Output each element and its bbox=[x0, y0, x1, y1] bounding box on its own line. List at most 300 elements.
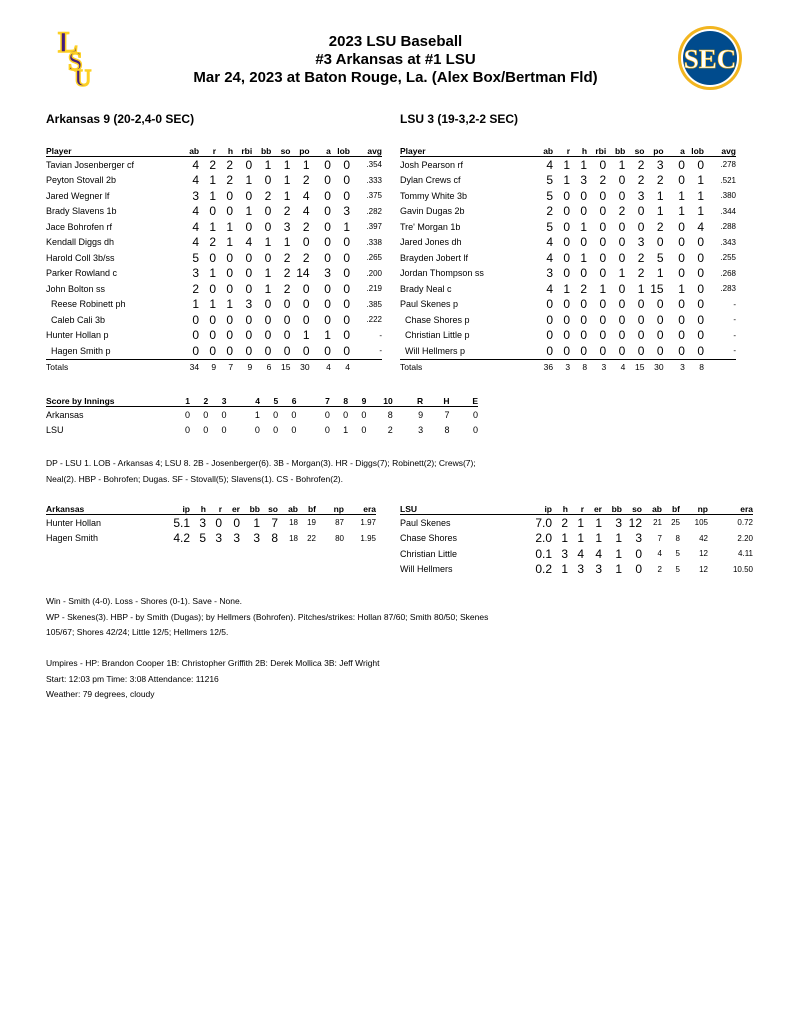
decisions-line-3: 105/67; Shores 42/24; Little 12/5; Hellmers 12/5. bbox=[46, 627, 229, 637]
table-row bbox=[400, 531, 753, 547]
rhe-header: E bbox=[450, 394, 478, 407]
stat-cell: 12 bbox=[699, 564, 708, 574]
player-name: Josh Pearson rf bbox=[400, 159, 464, 170]
umpires: Umpires - HP: Brandon Cooper 1B: Christopher Griffith 2B: Derek Mollica 3B: Jeff Wright bbox=[46, 658, 380, 668]
total-cell: 4 bbox=[331, 359, 350, 375]
stat-cell: 5 bbox=[199, 531, 206, 546]
total-cell: 34 bbox=[174, 359, 200, 375]
rhe-cell: 8 bbox=[444, 425, 450, 436]
stat-cell: 2 bbox=[546, 204, 554, 219]
col-header: ab bbox=[278, 502, 298, 515]
stat-cell: 1 bbox=[283, 173, 291, 188]
stat-cell: 0 bbox=[264, 173, 272, 188]
col-header: r bbox=[199, 144, 216, 157]
player-name: Christian Little p bbox=[405, 330, 470, 341]
table-row bbox=[400, 312, 736, 328]
stat-cell: 0 bbox=[264, 204, 272, 219]
col-header: np bbox=[680, 502, 708, 515]
game-info bbox=[46, 656, 646, 703]
stat-cell: 1 bbox=[245, 204, 253, 219]
stat-cell: 2 bbox=[302, 173, 310, 188]
stat-cell: 0 bbox=[656, 297, 664, 312]
table-row bbox=[400, 250, 736, 266]
player-name: Will Hellmers p bbox=[405, 345, 466, 356]
inning-header: 3 bbox=[208, 394, 226, 407]
linescore-row bbox=[46, 423, 478, 439]
pitcher-name: Hagen Smith bbox=[46, 533, 99, 544]
stat-cell: 0 bbox=[226, 204, 234, 219]
stat-cell: 0 bbox=[245, 343, 253, 358]
inning-runs: 1 bbox=[343, 425, 349, 436]
inning-runs: 0 bbox=[184, 425, 190, 436]
stat-cell: 0 bbox=[226, 328, 234, 343]
inning-header: 10 bbox=[366, 394, 392, 407]
stat-cell: 1 bbox=[264, 281, 272, 296]
stat-cell: 1 bbox=[656, 204, 664, 219]
stat-cell: 2 bbox=[283, 281, 291, 296]
stat-cell: 3 bbox=[343, 204, 350, 219]
stat-cell: 2 bbox=[302, 250, 310, 265]
stat-cell: 4 bbox=[577, 546, 584, 561]
pitcher-name: Will Hellmers bbox=[400, 564, 453, 575]
stat-cell: 0 bbox=[563, 219, 571, 234]
stat-cell: 1 bbox=[678, 281, 685, 296]
stat-cell: 0 bbox=[599, 250, 607, 265]
player-name: Tre' Morgan 1b bbox=[400, 221, 461, 232]
inning-runs: 0 bbox=[291, 425, 297, 436]
player-name: Jordan Thompson ss bbox=[400, 268, 484, 279]
stat-cell: 0 bbox=[599, 188, 607, 203]
inning-runs: 0 bbox=[254, 425, 260, 436]
stat-cell: 5.1 bbox=[173, 515, 190, 530]
stat-cell: 4 bbox=[697, 219, 704, 234]
col-header: er bbox=[222, 502, 240, 515]
table-row bbox=[400, 204, 736, 220]
stat-cell: 4 bbox=[546, 235, 554, 250]
table-row bbox=[46, 515, 376, 531]
batting-header-row bbox=[400, 144, 736, 157]
stat-cell: 0 bbox=[580, 204, 588, 219]
stat-cell: 0.2 bbox=[535, 562, 552, 577]
stat-cell: 2.0 bbox=[535, 531, 552, 546]
stat-cell: 2 bbox=[264, 188, 272, 203]
stat-cell: 0 bbox=[264, 297, 272, 312]
stat-cell: 3 bbox=[595, 562, 602, 577]
stat-cell: 3 bbox=[283, 219, 291, 234]
stat-cell: 2 bbox=[283, 204, 291, 219]
table-row bbox=[46, 250, 382, 266]
stat-cell: 4 bbox=[302, 204, 310, 219]
col-header: h bbox=[570, 144, 587, 157]
stat-cell: 0 bbox=[215, 515, 222, 530]
stat-cell: 3 bbox=[637, 188, 645, 203]
col-header: h bbox=[216, 144, 233, 157]
stat-cell: 0 bbox=[637, 297, 645, 312]
table-row bbox=[46, 281, 382, 297]
player-name: Tommy White 3b bbox=[400, 190, 468, 201]
linescore-title: Score by Innings bbox=[46, 394, 168, 407]
stat-cell: 0 bbox=[343, 188, 350, 203]
col-header: ip bbox=[520, 502, 552, 515]
rhe-header: H bbox=[423, 394, 449, 407]
decisions bbox=[46, 594, 646, 641]
stat-cell: 0 bbox=[656, 328, 664, 343]
stat-cell: 3 bbox=[656, 157, 664, 172]
stat-cell: 8 bbox=[675, 533, 680, 543]
stat-cell: 0 bbox=[678, 343, 685, 358]
stat-cell: .200 bbox=[366, 268, 382, 278]
stat-cell: 1 bbox=[580, 250, 588, 265]
stat-cell: 0 bbox=[343, 281, 350, 296]
stat-cell: 2 bbox=[302, 219, 310, 234]
stat-cell: 1 bbox=[577, 531, 584, 546]
stat-cell: 2 bbox=[283, 250, 291, 265]
player-name: Caleb Cali 3b bbox=[51, 314, 106, 325]
stat-cell: 0 bbox=[599, 235, 607, 250]
stat-cell: 2 bbox=[226, 157, 234, 172]
stat-cell: 1 bbox=[283, 188, 291, 203]
stat-cell: 2 bbox=[657, 564, 662, 574]
stat-cell: 42 bbox=[699, 533, 708, 543]
table-row bbox=[400, 281, 736, 297]
stat-cell: - bbox=[733, 315, 736, 325]
stat-cell: 4 bbox=[546, 250, 554, 265]
stat-cell: 0 bbox=[563, 235, 571, 250]
stat-cell: 0 bbox=[343, 157, 350, 172]
table-row bbox=[400, 515, 753, 531]
stat-cell: 1 bbox=[580, 219, 588, 234]
start-time: Start: 12:03 pm Time: 3:08 Attendance: 11216 bbox=[46, 673, 219, 684]
col-header: so bbox=[625, 144, 644, 157]
stat-cell: 5 bbox=[546, 219, 554, 234]
stat-cell: 0 bbox=[209, 250, 217, 265]
stat-cell: - bbox=[733, 299, 736, 309]
stat-cell: 4 bbox=[595, 546, 602, 561]
pitcher-name: Paul Skenes bbox=[400, 517, 451, 528]
stat-cell: 0 bbox=[599, 343, 607, 358]
stat-cell: 3 bbox=[577, 562, 584, 577]
stat-cell: 0 bbox=[635, 546, 642, 561]
total-cell: 30 bbox=[644, 359, 663, 375]
stat-cell: 0 bbox=[580, 328, 588, 343]
inning-runs: 8 bbox=[387, 409, 393, 420]
stat-cell: 4 bbox=[657, 549, 662, 559]
stat-cell: 1 bbox=[253, 515, 260, 530]
inning-header: 7 bbox=[296, 394, 329, 407]
stat-cell: 2 bbox=[283, 266, 291, 281]
stat-cell: .283 bbox=[720, 284, 736, 294]
stat-cell: 0 bbox=[343, 297, 350, 312]
total-cell: 9 bbox=[199, 359, 216, 375]
stat-cell: 1 bbox=[615, 546, 622, 561]
stat-cell: 4 bbox=[546, 157, 554, 172]
stat-cell: 0 bbox=[546, 312, 554, 327]
stat-cell: 1 bbox=[302, 328, 310, 343]
stat-cell: 4 bbox=[192, 173, 200, 188]
stat-cell: 0 bbox=[283, 297, 291, 312]
stat-cell: 1 bbox=[209, 173, 217, 188]
team-name: Arkansas bbox=[46, 409, 84, 420]
player-name: Kendall Diggs dh bbox=[46, 237, 115, 248]
stat-cell: 0 bbox=[618, 297, 626, 312]
stat-cell: 0 bbox=[324, 343, 331, 358]
svg-text:SEC: SEC bbox=[683, 44, 737, 74]
stat-cell: 0 bbox=[302, 312, 310, 327]
col-header: po bbox=[644, 144, 663, 157]
weather: Weather: 79 degrees, cloudy bbox=[46, 689, 155, 699]
table-row bbox=[400, 188, 736, 204]
stat-cell: .265 bbox=[366, 253, 382, 263]
stat-cell: 0 bbox=[264, 219, 272, 234]
total-cell: 4 bbox=[310, 359, 331, 375]
stat-cell: 105 bbox=[694, 518, 708, 528]
stat-cell: 0 bbox=[599, 157, 607, 172]
stat-cell: 0 bbox=[324, 204, 331, 219]
home-heading: LSU 3 (19-3,2-2 SEC) bbox=[400, 112, 519, 126]
stat-cell: 0 bbox=[599, 328, 607, 343]
stat-cell: 21 bbox=[653, 518, 662, 528]
stat-cell: 5 bbox=[675, 549, 680, 559]
rhe-cell: 0 bbox=[472, 409, 478, 420]
stat-cell: .343 bbox=[720, 237, 736, 247]
table-row bbox=[46, 219, 382, 235]
rhe-cell: 9 bbox=[418, 409, 424, 420]
inning-header: 2 bbox=[190, 394, 208, 407]
stat-cell: 0 bbox=[226, 250, 234, 265]
player-name: Brady Slavens 1b bbox=[46, 206, 117, 217]
stat-cell: 15 bbox=[650, 281, 664, 296]
stat-cell: 0 bbox=[209, 281, 217, 296]
stat-cell: 0 bbox=[264, 250, 272, 265]
stat-cell: 2 bbox=[599, 173, 607, 188]
stat-cell: 4 bbox=[302, 188, 310, 203]
stat-cell: 0 bbox=[264, 312, 272, 327]
stat-cell: .255 bbox=[720, 253, 736, 263]
stat-cell: .397 bbox=[366, 222, 382, 232]
total-cell bbox=[350, 359, 382, 375]
stat-cell: 0 bbox=[283, 312, 291, 327]
stat-cell: .278 bbox=[720, 160, 736, 170]
rhe-cell: 0 bbox=[472, 425, 478, 436]
stat-cell: 4 bbox=[192, 219, 200, 234]
stat-cell: 0 bbox=[324, 219, 331, 234]
stat-cell: 0 bbox=[245, 250, 253, 265]
stat-cell: 0 bbox=[226, 343, 234, 358]
batting-header-row bbox=[46, 144, 382, 157]
stat-cell: 0 bbox=[302, 343, 310, 358]
stat-cell: 18 bbox=[289, 518, 298, 528]
stat-cell: 2 bbox=[209, 157, 217, 172]
stat-cell: 87 bbox=[335, 518, 344, 528]
stat-cell: 0 bbox=[656, 343, 664, 358]
col-header: a bbox=[664, 144, 685, 157]
stat-cell: 1 bbox=[595, 531, 602, 546]
table-row bbox=[46, 297, 382, 313]
table-row bbox=[400, 297, 736, 313]
decisions-line-1: Win - Smith (4-0). Loss - Shores (0-1). Save - None. bbox=[46, 596, 243, 606]
col-header: r bbox=[553, 144, 570, 157]
stat-cell: 1 bbox=[192, 297, 200, 312]
stat-cell: 0 bbox=[697, 297, 704, 312]
stat-cell: 0 bbox=[678, 250, 685, 265]
inning-runs: 0 bbox=[324, 425, 330, 436]
stat-cell: 3 bbox=[637, 235, 645, 250]
stat-cell: 2 bbox=[580, 281, 588, 296]
col-header: h bbox=[190, 502, 206, 515]
stat-cell: 3 bbox=[635, 531, 642, 546]
col-header: rbi bbox=[587, 144, 606, 157]
stat-cell: 0 bbox=[245, 328, 253, 343]
notes-line-2: Neal(2). HBP - Bohrofen; Dugas. SF - Stovall(5); Slavens(1). CS - Bohrofen(2). bbox=[46, 473, 343, 484]
stat-cell: 0 bbox=[580, 266, 588, 281]
stat-cell: 0 bbox=[324, 312, 331, 327]
inning-runs: 2 bbox=[387, 425, 393, 436]
stat-cell: 3 bbox=[561, 546, 568, 561]
stat-cell: 0 bbox=[678, 297, 685, 312]
header-line-3: Mar 24, 2023 at Baton Rouge, La. (Alex Box/Bertman Fld) bbox=[193, 69, 598, 86]
stat-cell: 0 bbox=[245, 188, 253, 203]
stat-cell: .521 bbox=[720, 175, 736, 185]
table-row bbox=[400, 343, 736, 359]
player-name: John Bolton ss bbox=[46, 283, 106, 294]
col-header: lob bbox=[685, 144, 704, 157]
stat-cell: 0 bbox=[245, 219, 253, 234]
stat-cell: 4 bbox=[192, 235, 200, 250]
stat-cell: 0 bbox=[546, 297, 554, 312]
stat-cell: .268 bbox=[720, 268, 736, 278]
stat-cell: 1 bbox=[561, 562, 568, 577]
stat-cell: 3 bbox=[245, 297, 253, 312]
total-cell: 3 bbox=[553, 359, 570, 375]
col-header: lob bbox=[331, 144, 350, 157]
col-header: bf bbox=[662, 502, 680, 515]
col-header: ab bbox=[174, 144, 200, 157]
total-cell: 7 bbox=[216, 359, 233, 375]
stat-cell: 0 bbox=[637, 219, 645, 234]
stat-cell: 0 bbox=[226, 312, 234, 327]
col-header: avg bbox=[704, 144, 736, 157]
stat-cell: 0 bbox=[233, 515, 240, 530]
stat-cell: 25 bbox=[671, 518, 680, 528]
player-name: Paul Skenes p bbox=[400, 299, 459, 310]
stat-cell: 0 bbox=[656, 312, 664, 327]
stat-cell: 3 bbox=[199, 515, 206, 530]
stat-cell: 0 bbox=[283, 343, 291, 358]
stat-cell: 0 bbox=[618, 173, 626, 188]
stat-cell: 0 bbox=[226, 188, 234, 203]
rhe-cell: 3 bbox=[418, 425, 424, 436]
col-header: era bbox=[708, 502, 753, 515]
col-header: bf bbox=[298, 502, 316, 515]
stat-cell: .375 bbox=[366, 191, 382, 201]
stat-cell: 1 bbox=[302, 157, 310, 172]
stat-cell: 7.0 bbox=[535, 515, 552, 530]
table-row bbox=[400, 562, 753, 578]
stat-cell: 80 bbox=[335, 533, 344, 543]
stat-cell: 0 bbox=[209, 343, 217, 358]
stat-cell: 0 bbox=[678, 328, 685, 343]
stat-cell: .344 bbox=[720, 206, 736, 216]
stat-cell: 0 bbox=[546, 328, 554, 343]
stat-cell: 0 bbox=[697, 266, 704, 281]
inning-header: 6 bbox=[278, 394, 296, 407]
stat-cell: 0 bbox=[618, 312, 626, 327]
stat-cell: 0 bbox=[245, 266, 253, 281]
total-cell: 36 bbox=[528, 359, 554, 375]
stat-cell: 0 bbox=[697, 235, 704, 250]
inning-runs: 0 bbox=[221, 409, 227, 420]
stat-cell: 0 bbox=[563, 328, 571, 343]
player-name: Brady Neal c bbox=[400, 283, 452, 294]
stat-cell: 0 bbox=[245, 312, 253, 327]
stat-cell: 1 bbox=[561, 531, 568, 546]
stat-cell: 0 bbox=[343, 250, 350, 265]
player-name: Dylan Crews cf bbox=[400, 175, 461, 186]
stat-cell: - bbox=[733, 346, 736, 356]
stat-cell: 0 bbox=[324, 250, 331, 265]
table-row bbox=[400, 173, 736, 189]
stat-cell: 4 bbox=[546, 281, 554, 296]
stat-cell: 0 bbox=[599, 297, 607, 312]
stat-cell: 1 bbox=[226, 235, 234, 250]
totals-label: Totals bbox=[46, 359, 174, 375]
player-name: Chase Shores p bbox=[405, 314, 470, 325]
table-row bbox=[46, 188, 382, 204]
table-row bbox=[46, 312, 382, 328]
stat-cell: 2 bbox=[637, 157, 645, 172]
stat-cell: 0 bbox=[637, 312, 645, 327]
col-header: r bbox=[206, 502, 222, 515]
player-name: Harold Coll 3b/ss bbox=[46, 252, 115, 263]
stat-cell: 0 bbox=[563, 297, 571, 312]
stat-cell: 19 bbox=[307, 518, 316, 528]
stat-cell: 1 bbox=[264, 235, 272, 250]
inning-runs: 0 bbox=[361, 425, 367, 436]
stat-cell: 1.97 bbox=[360, 518, 376, 528]
stat-cell: 1 bbox=[209, 266, 217, 281]
inning-header: 5 bbox=[260, 394, 278, 407]
player-name: Gavin Dugas 2b bbox=[400, 206, 465, 217]
away-heading: Arkansas 9 (20-2,4-0 SEC) bbox=[46, 112, 195, 126]
linescore-table bbox=[46, 394, 478, 438]
stat-cell: 0 bbox=[637, 204, 645, 219]
stat-cell: 0 bbox=[343, 266, 350, 281]
stat-cell: 0 bbox=[245, 157, 253, 172]
stat-cell: 10.50 bbox=[732, 564, 753, 574]
stat-cell: 3 bbox=[546, 266, 554, 281]
stat-cell: 0 bbox=[599, 219, 607, 234]
stat-cell: 3 bbox=[580, 173, 588, 188]
inning-header: 8 bbox=[330, 394, 348, 407]
col-header: avg bbox=[350, 144, 382, 157]
stat-cell: - bbox=[733, 330, 736, 340]
stat-cell: 1 bbox=[697, 173, 704, 188]
stat-cell: 0 bbox=[343, 235, 350, 250]
stat-cell: 1 bbox=[283, 235, 291, 250]
stat-cell: .385 bbox=[366, 299, 382, 309]
stat-cell: 4 bbox=[245, 235, 253, 250]
total-cell: 3 bbox=[587, 359, 606, 375]
stat-cell: 0 bbox=[697, 250, 704, 265]
totals-row bbox=[400, 359, 736, 375]
stat-cell: 1 bbox=[577, 515, 584, 530]
stat-cell: 2 bbox=[637, 266, 645, 281]
stat-cell: 1 bbox=[697, 188, 704, 203]
stat-cell: 1 bbox=[245, 173, 253, 188]
inning-header: 4 bbox=[226, 394, 259, 407]
svg-text:U: U bbox=[74, 66, 92, 88]
stat-cell: 3 bbox=[324, 266, 331, 281]
